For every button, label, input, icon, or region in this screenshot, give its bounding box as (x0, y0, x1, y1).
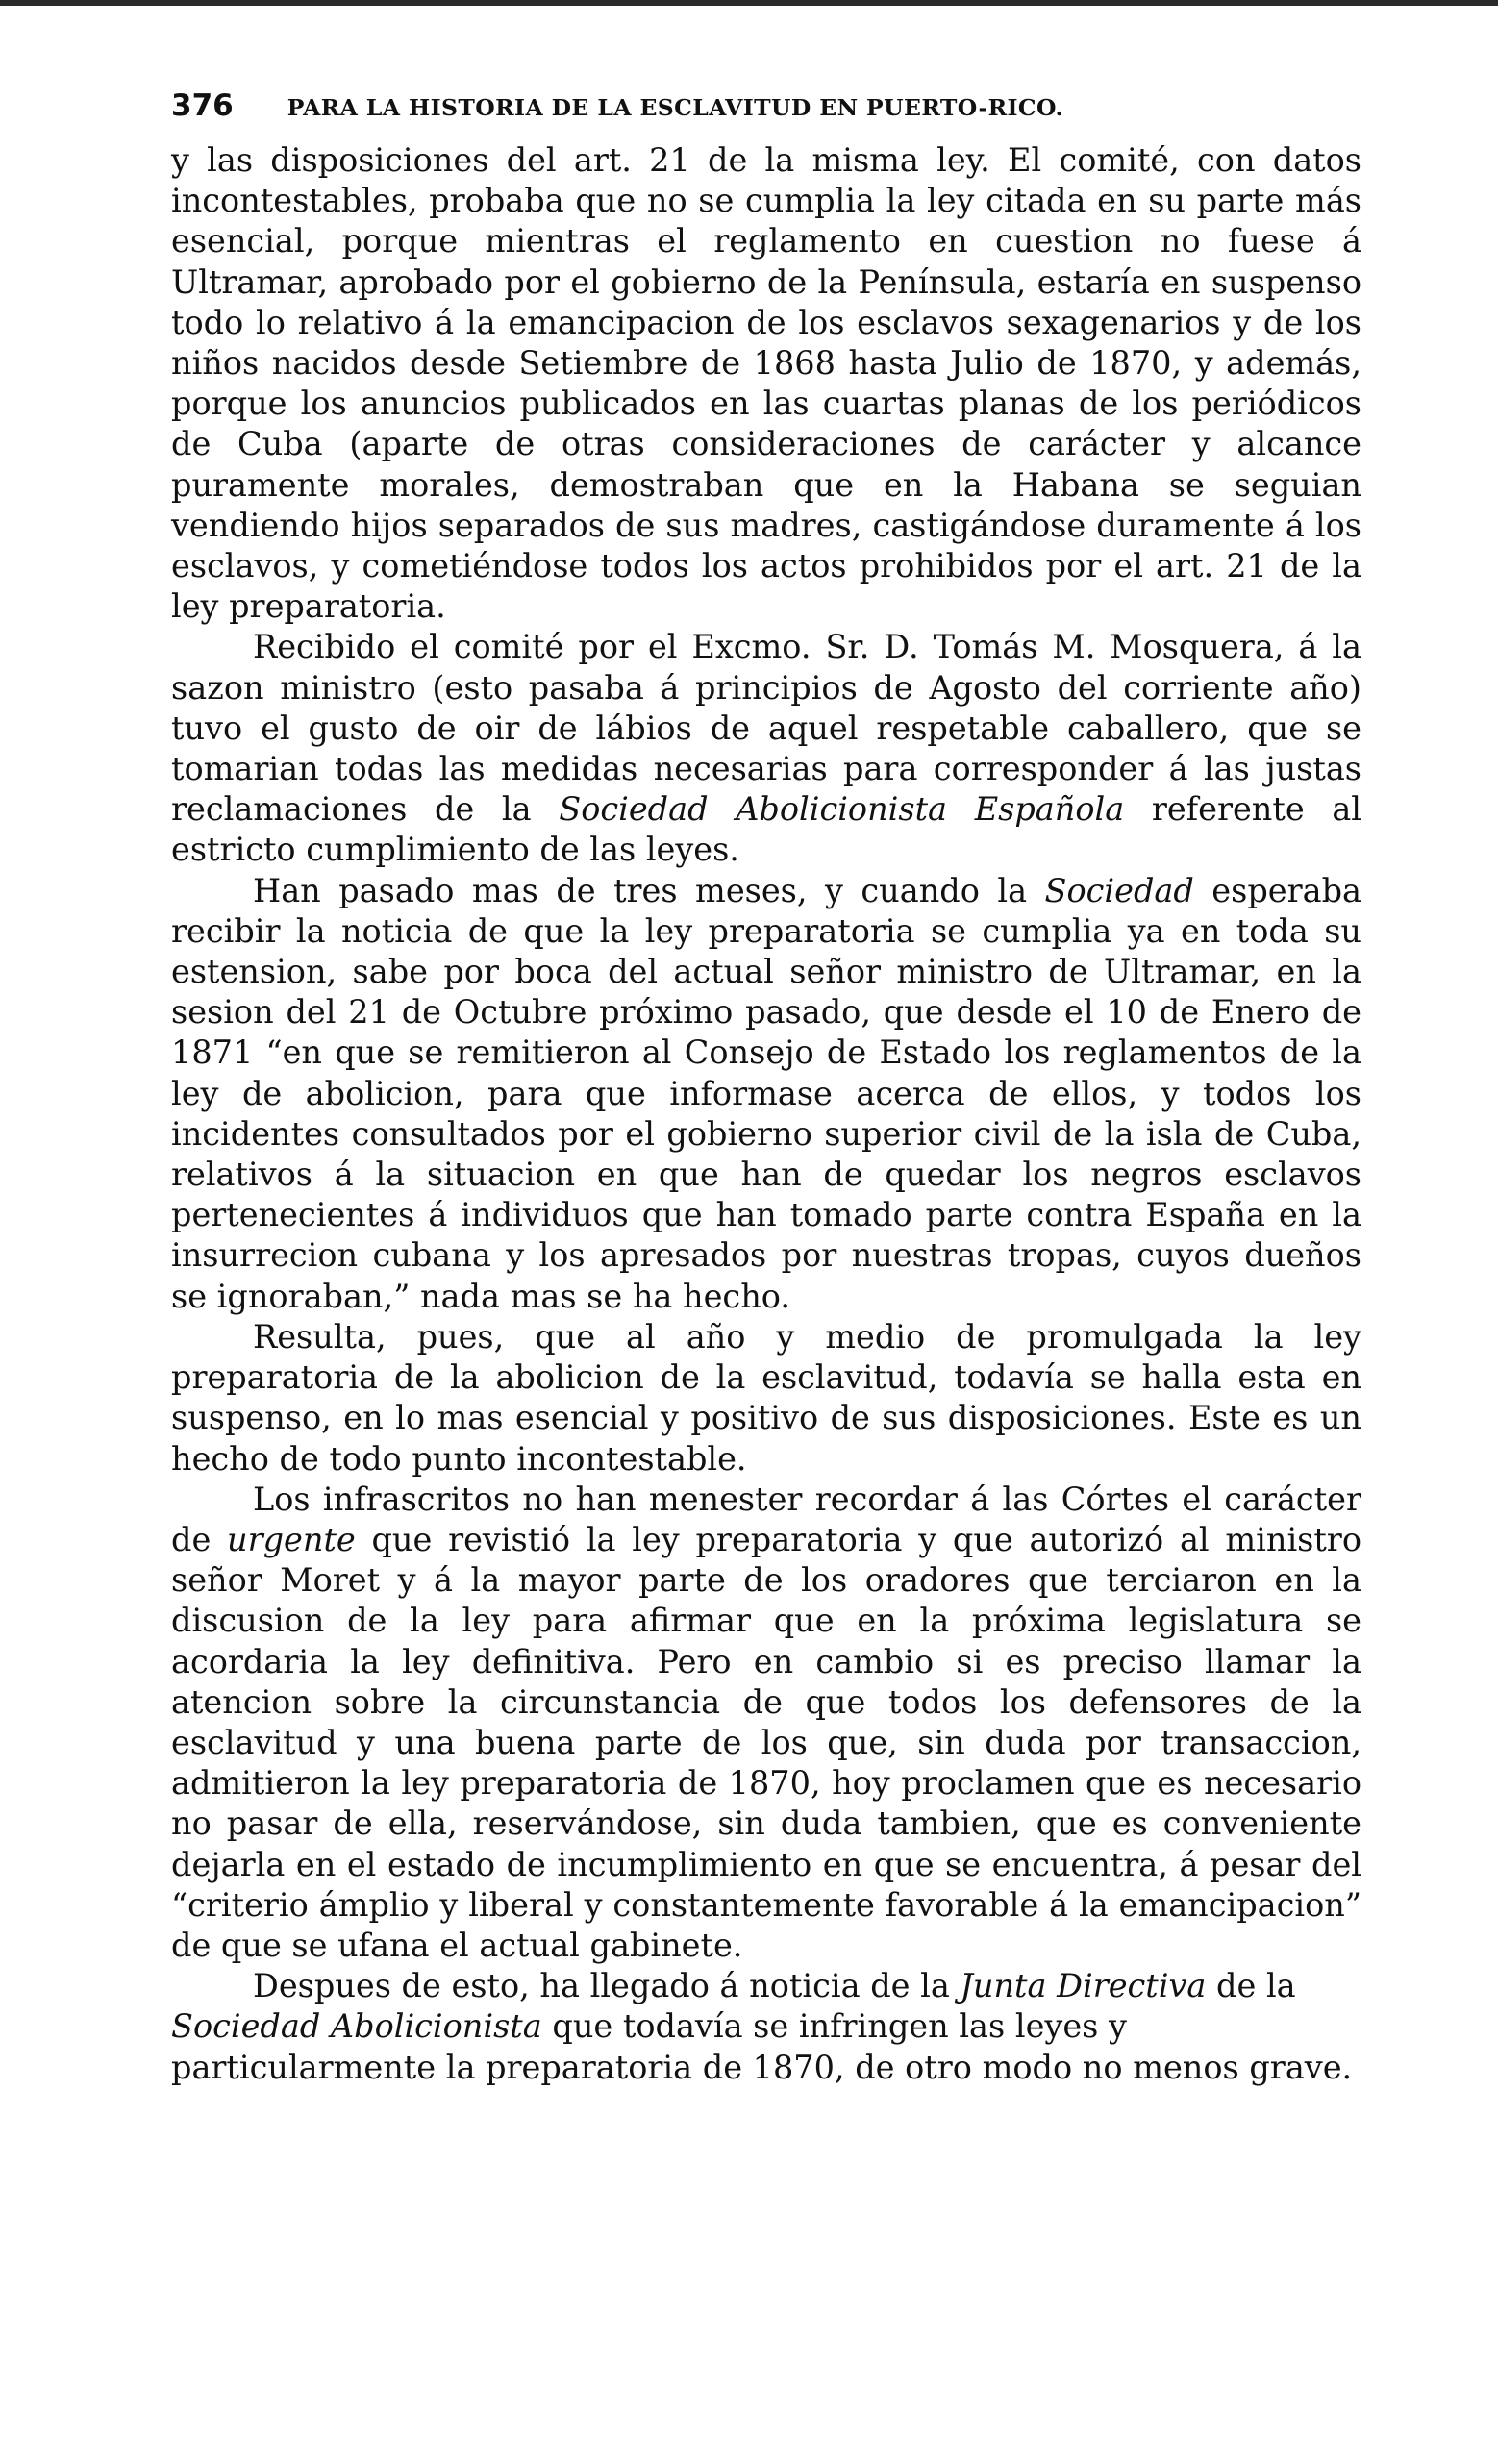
page-number: 376 (171, 88, 234, 123)
running-header (171, 88, 1361, 131)
book-page (171, 88, 1361, 2088)
text-segment: Los infrascritos no han menester recordar á las Córtes el carácter de (171, 1480, 1361, 1558)
text-segment: Despues de esto, ha llegado á noticia de la (253, 1967, 961, 2005)
paragraph-comite (171, 140, 1361, 627)
paragraph-despues (171, 1966, 1361, 2088)
top-border-rule (0, 0, 1498, 6)
text-segment: y las disposiciones del art. 21 de la misma ley. El comité, con datos incontestables, probaba que no se cumplia la ley citada en su parte más esencial, porque mientras el reglamento en cuestion no fuese á Ultramar, aprobado por el gobierno de la Península, estaría en suspenso todo lo relativo á la emancipacion de los esclavos sexagenarios y de los niños nacidos desde Setiembre de 1868 hasta Julio de 1870, y además, porque los anuncios publicados en las cuartas planas de los periódicos de Cuba (aparte de otras consideraciones de carácter y alcance puramente morales, demostraban que en la Habana se seguian vendiendo hijos separados de sus madres, castigándose duramente á los esclavos, y cometiéndose todos los actos prohibidos por el art. 21 de la ley preparatoria. (171, 141, 1361, 626)
italic-text-segment: Sociedad Abolicionista Española (559, 790, 1125, 829)
text-segment: referente al estricto cumplimiento de las leyes. (171, 790, 1362, 869)
text-segment: que todavía se infringen las leyes y particularmente la preparatoria de 1870, de otro modo no menos grave. (171, 2007, 1353, 2086)
text-segment: Resulta, pues, que al año y medio de promulgada la ley preparatoria de la abolicion de la esclavitud, todavía se halla esta en suspenso, en lo mas esencial y positivo de sus disposiciones. Este es un hecho de todo punto incontestable. (171, 1317, 1361, 1478)
text-segment: Han pasado mas de tres meses, y cuando la (253, 871, 1045, 909)
text-segment: que revistió la ley preparatoria y que autorizó al ministro señor Moret y á la mayor parte de los oradores que terciaron en la discusion de la ley para afirmar que en la próxima legislatura se acordaria la ley definitiva. Pero en cambio si es preciso llamar la atencion sobre la circunstancia de que todos los defensores de la esclavitud y una buena parte de los que, sin duda por transaccion, admitieron la ley preparatoria de 1870, hoy proclamen que es necesario no pasar de ella, reservándose, sin duda tambien, que es conveniente dejarla en el estado de incumplimiento en que se encuentra, á pesar del “criterio ámplio y liberal y constantemente favorable á la emancipacion” de que se ufana el actual gabinete. (171, 1520, 1361, 1964)
running-title: PARA LA HISTORIA DE LA ESCLAVITUD EN PUERTO-RICO. (287, 94, 1064, 121)
text-segment: esperaba recibir la noticia de que la ley preparatoria se cumplia ya en toda su estension, sabe por boca del actual señor ministro de Ultramar, en la sesion del 21 de Octubre próximo pasado, que desde el 10 de Enero de 1871 “en que se remitieron al Consejo de Estado los reglamentos de la ley de abolicion, para que informase acerca de ellos, y todos los incidentes consultados por el gobierno superior civil de la isla de Cuba, relativos á la situacion en que han de quedar los negros esclavos pertenecientes á individuos que han tomado parte contra España en la insurrecion cubana y los apresados por nuestras tropas, cuyos dueños se ignoraban,” nada mas se ha hecho. (171, 871, 1361, 1315)
italic-text-segment: Sociedad Abolicionista (171, 2007, 542, 2046)
paragraph-infrascritos (171, 1480, 1361, 1966)
italic-text-segment: Sociedad (1044, 871, 1194, 909)
italic-text-segment: Junta Directiva (960, 1967, 1207, 2005)
text-segment: Recibido el comité por el Excmo. Sr. D. Tomás M. Mosquera, á la sazon ministro (esto pasaba á principios de Agosto del corriente año) tuvo el gusto de oir de lábios de aquel respetable caballero, que se tomarian todas las medidas necesarias para corresponder á las justas reclamaciones de la (171, 628, 1361, 829)
text-segment: de la (1206, 1967, 1296, 2005)
body-text (171, 140, 1361, 2088)
italic-text-segment: urgente (227, 1520, 356, 1558)
paragraph-tres-meses (171, 871, 1361, 1317)
paragraph-mosquera (171, 627, 1361, 870)
paragraph-resulta (171, 1317, 1361, 1480)
